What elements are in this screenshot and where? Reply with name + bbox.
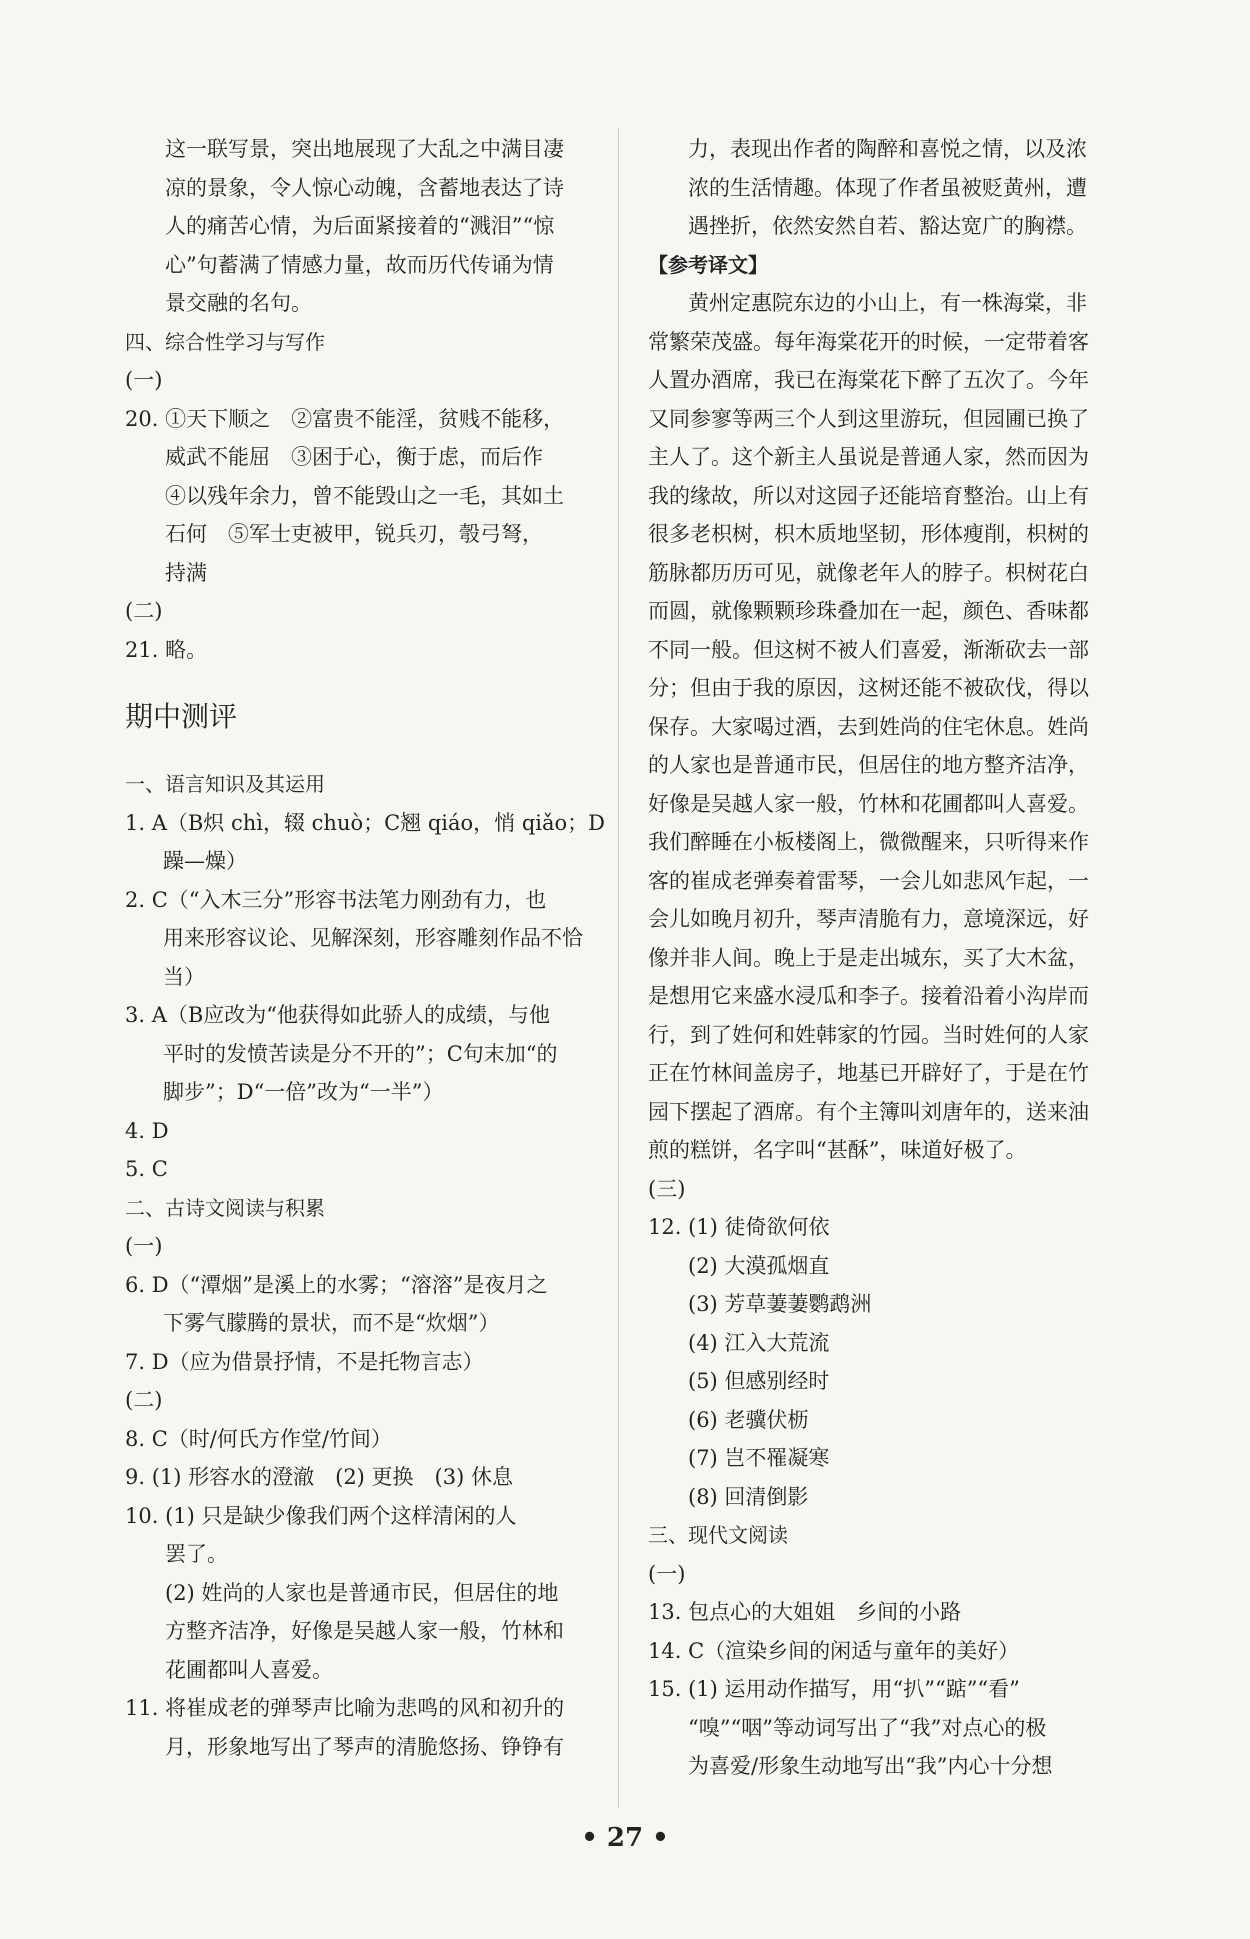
section-heading: 一、语言知识及其运用 <box>125 772 325 796</box>
subsection-label: (一) <box>125 1234 163 1258</box>
text-line: 又同参寥等两三个人到这里游玩，但园圃已换了 <box>648 406 1089 431</box>
text-line: 客的崔成老弹奏着雷琴，一会儿如悲风乍起，一 <box>648 868 1089 893</box>
answer-line: 方整齐洁净，好像是吴越人家一般，竹林和 <box>165 1619 564 1643</box>
text-line: 煎的糕饼，名字叫“甚酥”，味道好极了。 <box>648 1138 1027 1162</box>
text-line: 我的缘故，所以对这园子还能培育整治。山上有 <box>648 483 1089 508</box>
text-line: 人的痛苦心情，为后面紧接着的“溅泪”“惊 <box>165 214 555 238</box>
text-line: 筋脉都历历可见，就像老年人的脖子。枳树花白 <box>648 560 1089 585</box>
text-line: 我们醉睡在小板楼阁上，微微醒来，只听得来作 <box>648 830 1089 854</box>
subsection-label: (一) <box>648 1561 686 1586</box>
answer-line: 15. (1) 运用动作描写，用“扒”“踮”“看” <box>648 1677 1020 1701</box>
answer-line: 脚步”；D“一倍”改为“一半”） <box>163 1080 444 1104</box>
answer-line: 9. (1) 形容水的澄澈 (2) 更换 (3) 休息 <box>125 1465 513 1489</box>
text-line: 主人了。这个新主人虽说是普通人家，然而因为 <box>648 445 1089 469</box>
text-line: 行，到了姓何和姓韩家的竹园。当时姓何的人家 <box>648 1022 1089 1047</box>
answer-line: 5. C <box>125 1157 168 1181</box>
answer-line: 当） <box>163 964 205 989</box>
section-heading: 四、综合性学习与写作 <box>125 329 325 354</box>
text-line: 是想用它来盛水浸瓜和李子。接着沿着小沟岸而 <box>648 984 1089 1008</box>
answer-line: 为喜爱/形象生动地写出“我”内心十分想 <box>688 1754 1053 1778</box>
text-line: 人置办酒席，我已在海棠花下醉了五次了。今年 <box>648 368 1089 392</box>
answer-line: 2. C（“入木三分”形容书法笔力刚劲有力，也 <box>125 887 547 912</box>
text-line: 心”句蓄满了情感力量，故而历代传诵为情 <box>165 252 554 277</box>
answer-line: 石何 ⑤军士吏被甲，锐兵刃，彀弓弩， <box>165 522 543 546</box>
subsection-label: (一) <box>125 368 163 392</box>
section-heading: 三、现代文阅读 <box>648 1523 788 1547</box>
text-line: 这一联写景，突出地展现了大乱之中满目凄 <box>165 137 564 161</box>
answer-line: 月，形象地写出了琴声的清脆悠扬、铮铮有 <box>165 1734 564 1759</box>
answer-line: (8) 回清倒影 <box>688 1484 809 1509</box>
answer-line: 下雾气朦腾的景状，而不是“炊烟”） <box>163 1311 500 1335</box>
answer-line: 罢了。 <box>165 1542 228 1566</box>
answer-line: 持满 <box>165 560 207 585</box>
text-line: 会儿如晚月初升，琴声清脆有力，意境深远，好 <box>648 907 1089 931</box>
answer-line: 平时的发愤苦读是分不开的”；C句末加“的 <box>163 1041 558 1066</box>
page-number: • 27 • <box>581 1823 669 1853</box>
midterm-title: 期中测评 <box>125 700 238 733</box>
answer-line: 6. D（“潭烟”是溪上的水雾；“溶溶”是夜月之 <box>125 1272 548 1297</box>
answer-line: 10. (1) 只是缺少像我们两个这样清闲的人 <box>125 1503 517 1528</box>
answer-line: 14. C（渲染乡间的闲适与童年的美好） <box>648 1638 1020 1663</box>
subsection-label: (二) <box>125 599 163 623</box>
answer-line: 躁—燥） <box>163 849 247 873</box>
column-divider <box>618 128 619 1808</box>
answer-line: (5) 但感别经时 <box>688 1369 830 1393</box>
answer-line: 7. D（应为借景抒情，不是托物言志） <box>125 1349 484 1374</box>
section-heading: 二、古诗文阅读与积累 <box>125 1195 325 1220</box>
answer-line: (3) 芳草萋萋鹦鹉洲 <box>688 1292 872 1316</box>
reference-translation-heading: 【参考译文】 <box>648 252 768 277</box>
text-line: 园下摆起了酒席。有个主簿叫刘唐年的，送来油 <box>648 1099 1089 1124</box>
text-line: 不同一般。但这树不被人们喜爱，渐渐砍去一部 <box>648 637 1089 662</box>
answer-line: 12. (1) 徒倚欲何依 <box>648 1215 830 1239</box>
right-column <box>648 130 1113 1786</box>
answer-line: 威武不能屈 ③困于心，衡于虑，而后作 <box>165 445 543 469</box>
analysis-continuation <box>648 130 1113 246</box>
answer-line: (7) 岂不罹凝寒 <box>688 1446 830 1470</box>
answer-line: 13. 包点心的大姐姐 乡间的小路 <box>648 1600 962 1624</box>
text-line: 的人家也是普通市民，但居住的地方整齐洁净， <box>648 753 1089 777</box>
answer-line: 3. A（B应改为“他获得如此骄人的成绩，与他 <box>125 1003 551 1027</box>
text-line: 很多老枳树，枳木质地坚韧，形体瘦削，枳树的 <box>648 522 1089 546</box>
left-column <box>125 130 606 1766</box>
text-line: 好像是吴越人家一般，竹林和花圃都叫人喜爱。 <box>648 791 1089 816</box>
text-line: 像并非人间。晚上于是走出城东，买了大木盆， <box>648 945 1089 970</box>
text-line: 黄州定惠院东边的小山上，有一株海棠，非 <box>688 291 1087 315</box>
answer-line: 8. C（时/何氏方作堂/竹间） <box>125 1426 392 1451</box>
subsection-label: (三) <box>648 1176 686 1201</box>
text-line: 常繁荣茂盛。每年海棠花开的时候，一定带着客 <box>648 329 1089 354</box>
answer-line: ④以残年余力，曾不能毁山之一毛，其如土 <box>165 483 564 508</box>
answer-line: (2) 姓尚的人家也是普通市民，但居住的地 <box>165 1580 559 1605</box>
subsection-label: (二) <box>125 1388 163 1412</box>
text-line: 凉的景象，令人惊心动魄，含蓄地表达了诗 <box>165 175 564 200</box>
answer-line: 11. 将崔成老的弹琴声比喻为悲鸣的风和初升的 <box>125 1696 565 1720</box>
answer-line: “嗅”“咽”等动词写出了“我”对点心的极 <box>688 1715 1047 1740</box>
text-line: 景交融的名句。 <box>165 291 312 315</box>
answer-line: (6) 老骥伏枥 <box>688 1407 809 1432</box>
answer-line: 用来形容议论、见解深刻，形容雕刻作品不恰 <box>163 926 583 950</box>
answer-line: 1. A（B炽 chì，辍 chuò；C翘 qiáo，悄 qiǎo；D <box>125 810 606 835</box>
text-line: 遇挫折，依然安然自若、豁达宽广的胸襟。 <box>688 214 1087 238</box>
text-line: 浓的生活情趣。体现了作者虽被贬黄州，遭 <box>688 175 1087 200</box>
answer-line: 花圃都叫人喜爱。 <box>165 1657 333 1682</box>
text-line: 分；但由于我的原因，这树还能不被砍伐，得以 <box>648 676 1089 700</box>
answer-line: 21. 略。 <box>125 637 208 662</box>
answer-line: 4. D <box>125 1118 169 1143</box>
translation-paragraph <box>648 284 1113 1170</box>
text-line: 保存。大家喝过酒，去到姓尚的住宅休息。姓尚 <box>648 714 1089 739</box>
text-line: 而圆，就像颗颗珍珠叠加在一起，颜色、香味都 <box>648 599 1089 623</box>
answer-line: 20. ①天下顺之 ②富贵不能淫，贫贱不能移， <box>125 406 565 431</box>
poem-analysis-paragraph <box>125 130 590 323</box>
answer-line: (2) 大漠孤烟直 <box>688 1253 830 1278</box>
text-line: 正在竹林间盖房子，地基已开辟好了，于是在竹 <box>648 1061 1089 1085</box>
answer-line: (4) 江入大荒流 <box>688 1330 830 1355</box>
text-line: 力，表现出作者的陶醉和喜悦之情，以及浓 <box>688 137 1087 161</box>
